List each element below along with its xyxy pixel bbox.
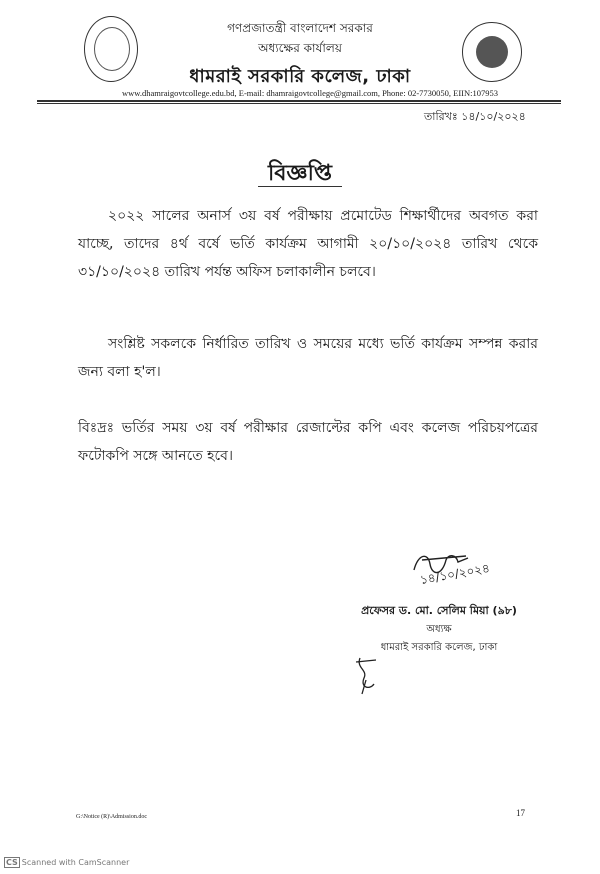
footer-file-path: G:\Notice (R)\Admission.doc [76,814,147,820]
header-contact: www.dhamraigovtcollege.edu.bd, E-mail: dhamraigovtcollege@gmail.com, Phone: 02-7730050, EIIN:107953 [122,88,498,98]
signatory-title: অধ্যক্ষ [426,624,452,635]
bangladesh-govt-seal-icon [462,22,522,82]
page-number: 17 [516,808,525,818]
header-rule-thin [37,103,561,104]
body-paragraph-1: ২০২২ সালের অনার্স ৩য় বর্ষ পরীক্ষায় প্রমোটেড শিক্ষার্থীদের অবগত করা যাচ্ছে, তাদের ৪র্থ বর্ষে ভর্তি কার্যক্রম আগামী ২০/১০/২০২৪ তারিখ থেকে ৩১/১০/২০২৪ তারিখ পর্যন্ত অফিস চলাকালীন চলবে। [78,208,538,280]
header-rule [37,100,561,102]
watermark-text: Scanned with CamScanner [21,858,130,867]
notice-date: তারিখঃ ১৪/১০/২০২৪ [424,110,526,123]
notice-title: বিজ্ঞপ্তি [268,161,332,186]
header-office: অধ্যক্ষের কার্যালয় [258,41,342,55]
header-govt: গণপ্রজাতন্ত্রী বাংলাদেশ সরকার [227,21,373,35]
camscanner-logo: CS [6,858,18,867]
college-emblem-icon [84,16,138,82]
signatory-institution: ধামরাই সরকারি কলেজ, ঢাকা [380,642,498,653]
scanner-watermark [4,857,129,868]
body-paragraph-2: সংশ্লিষ্ট সকলকে নির্ধারিত তারিখ ও সময়ের মধ্যে ভর্তি কার্যক্রম সম্পন্ন করার জন্য বলা হ'ল। [78,336,538,380]
nota-bene: বিঃদ্রঃ ভর্তির সময় ৩য় বর্ষ পরীক্ষার রেজাল্টের কপি এবং কলেজ পরিচয়পত্রের ফটোকপি সঙ্গে আনতে হবে। [78,420,538,464]
signature-date: ১৪/১০/২০২৪ [418,561,491,588]
signatory-name: প্রফেসর ড. মো. সেলিম মিয়া (৯৮) [361,604,517,617]
initial-scribble [352,654,382,696]
title-underline [258,186,342,187]
header-college-name: ধামরাই সরকারি কলেজ, ঢাকা [189,66,411,87]
